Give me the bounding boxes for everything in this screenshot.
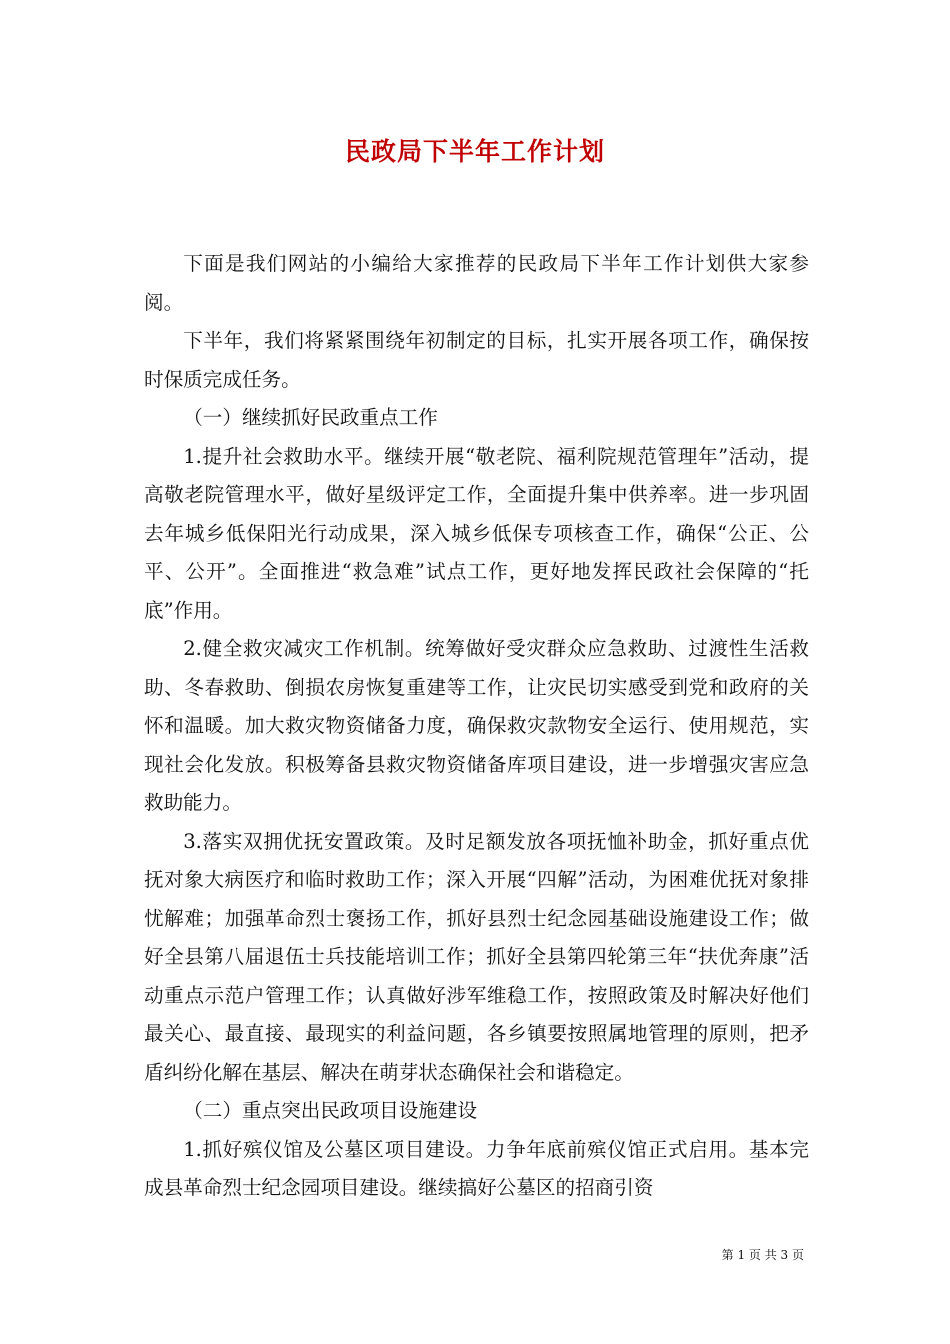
paragraph-item-1-2: 2.健全救灾减灾工作机制。统筹做好受灾群众应急救助、过渡性生活救助、冬春救助、倒损农房恢复重建等工作，让灾民切实感受到党和政府的关怀和温暖。加大救灾物资储备力度，确保救灾款物安全运行、使用规范，实现社会化发放。积极筹备县救灾物资储备库项目建设，进一步增强灾害应急救助能力。 [144, 637, 809, 814]
paragraph-overview: 下半年，我们将紧紧围绕年初制定的目标，扎实开展各项工作，确保按时保质完成任务。 [144, 329, 809, 391]
paragraph-item-1-3: 3.落实双拥优抚安置政策。及时足额发放各项抚恤补助金，抓好重点优抚对象大病医疗和临时救助工作；深入开展“四解”活动，为困难优抚对象排忧解难；加强革命烈士褒扬工作，抓好县烈士纪念园基础设施建设工作；做好全县第八届退伍士兵技能培训工作；抓好全县第四轮第三年“扶优奔康”活动重点示范户管理工作；认真做好涉军维稳工作，按照政策及时解决好他们最关心、最直接、最现实的利益问题，各乡镇要按照属地管理的原则，把矛盾纠纷化解在基层、解决在萌芽状态确保社会和谐稳定。 [144, 829, 809, 1084]
paragraph-item-2-1: 1.抓好殡仪馆及公墓区项目建设。力争年底前殡仪馆正式启用。基本完成县革命烈士纪念园项目建设。继续搞好公墓区的招商引资 [144, 1137, 809, 1199]
section-heading-1: （一）继续抓好民政重点工作 [183, 406, 438, 429]
paragraph-item-1-1: 1.提升社会救助水平。继续开展“敬老院、福利院规范管理年”活动，提高敬老院管理水平，做好星级评定工作，全面提升集中供养率。进一步巩固去年城乡低保阳光行动成果，深入城乡低保专项核查工作，确保“公正、公平、公开”。全面推进“救急难”试点工作，更好地发挥民政社会保障的“托底”作用。 [144, 444, 809, 622]
document-title: 民政局下半年工作计划 [344, 137, 605, 166]
page-number: 第 1 页 共 3 页 [721, 1248, 804, 1262]
section-heading-2: （二）重点突出民政项目设施建设 [183, 1099, 478, 1122]
document-body [144, 245, 809, 1208]
paragraph-intro: 下面是我们网站的小编给大家推荐的民政局下半年工作计划供大家参阅。 [144, 252, 809, 314]
